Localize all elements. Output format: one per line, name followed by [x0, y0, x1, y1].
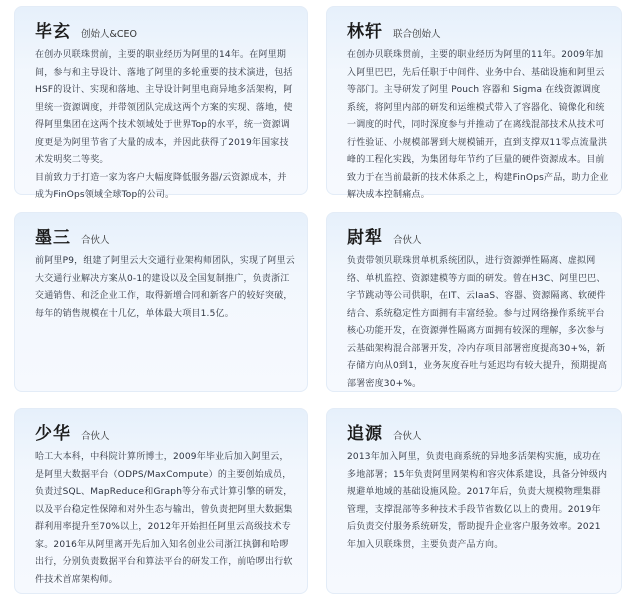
profile-bio	[347, 47, 609, 205]
bio-paragraph: 在创办贝联珠贯前，主要的职业经历为阿里的14年。在阿里期间，参与和主导设计、落地了阿里的多轮重要的技术演进，包括HSF的设计、实现和落地、主导设计阿里电商异地多活架构，阿里统一资源调度，并带领团队完成这两个方案的实现、落地，使得阿里集团在这两个技术领域处于世界Top的水平，统一资源调度更是为阿里节省了大量的成本，并因此获得了2019年国家技术发明奖二等奖。	[35, 50, 293, 165]
profile-name: 林轩	[347, 22, 383, 42]
profile-name: 墨三	[35, 228, 71, 248]
profile-role: 合伙人	[81, 431, 110, 442]
profile-name: 毕玄	[35, 22, 71, 42]
bio-paragraph: 2013年加入阿里，负责电商系统的异地多活架构实施，成功在多地部署；15年负责阿里网架构和容灾体系建设，具备分钟级内规避单地域的基础设施风险。2017年后，负责大规模物理集群管理，支撑混部等多种技术手段节省数亿以上的费用。2019年后负责交付服务系统研发，帮助提升企业客户服务效率。2021年加入贝联珠贯，主要负责产品方向。	[347, 452, 608, 550]
profile-role: 合伙人	[393, 235, 422, 246]
profile-role: 创始人&CEO	[81, 29, 138, 40]
profile-bio	[35, 449, 295, 589]
profile-card-bixuan	[14, 6, 308, 200]
bio-paragraph: 前阿里P9，组建了阿里云大交通行业架构师团队，实现了阿里云大交通行业解决方案从0-1的建设以及全国复制推广，负责浙江交通销售、和泛企业工作，取得新增合同和新客户的较好突破，每年的销售规模在十几亿，单体最大项目1.5亿。	[35, 256, 295, 319]
profile-role: 联合创始人	[393, 29, 441, 40]
profile-bio	[347, 449, 609, 554]
profile-card-weili	[326, 212, 622, 392]
profile-card-mosan	[14, 212, 308, 392]
bio-paragraph: 在创办贝联珠贯前，主要的职业经历为阿里的11年。2009年加入阿里巴巴，先后任职于中间件、业务中台、基础设施和阿里云等部门。主导研发了阿里 Pouch 容器和 Sigma 在线资源调度系统，将阿里内部的研发和运维模式带入了容器化、镜像化和统一调度的时代，同时深度参与并推动了在离线混部技术从技术可行性验证、小规模部署到大规模铺开，直到支撑双11零点流量洪峰的工程化实践，为集团每年节约了巨量的硬件资源成本。目前致力于在当前最新的技术体系之上，构建FinOps产品，助力企业解决成本控制痛点。	[347, 50, 609, 200]
profile-name: 少华	[35, 424, 71, 444]
profile-name: 尉犁	[347, 228, 383, 248]
profile-header	[35, 419, 295, 444]
profile-card-shaohua	[14, 408, 308, 594]
profile-role: 合伙人	[393, 431, 422, 442]
profile-header	[347, 17, 609, 42]
profile-header	[347, 223, 609, 248]
bio-paragraph: 负责带领贝联珠贯单机系统团队，进行资源弹性隔离、虚拟网络、单机监控、资源建模等方面的研发。曾在H3C、阿里巴巴、字节跳动等公司供职，在IT、云IaaS、容器、资源隔离、软硬件结合、系统稳定性方面拥有丰富经验。参与过网络操作系统平台核心功能开发，在资源弹性隔离方面拥有较深的理解，多次参与云基础架构混合部署开发，冷内存项目部署密度提高30+%，新存储方向从0到1，业务灰度吞吐与延迟均有较大提升，预期提高部署密度30+%。	[347, 256, 608, 389]
profile-header	[347, 419, 609, 444]
profile-bio	[347, 253, 609, 393]
profile-bio	[35, 253, 295, 323]
profile-card-linxuan	[326, 6, 622, 200]
bio-paragraph: 目前致力于打造一家为客户大幅度降低服务器/云资源成本，并成为FinOps领域全球Top的公司。	[35, 172, 287, 200]
profile-card-zhuiyuan	[326, 408, 622, 594]
profile-header	[35, 223, 295, 248]
profile-name: 追源	[347, 424, 383, 444]
profile-bio	[35, 47, 295, 205]
profile-role: 合伙人	[81, 235, 110, 246]
profile-header	[35, 17, 295, 42]
bio-paragraph: 哈工大本科，中科院计算所博士，2009年毕业后加入阿里云，是阿里大数据平台（ODPS/MaxCompute）的主要创始成员，负责过SQL、MapReduce和Graph等分布式计算引擎的研发，以及平台稳定性保障和对外生态与输出，曾负责把阿里大数据集群利用率提升至70%以上，2012年开始担任阿里云高级技术专家。2016年从阿里离开先后加入知名创业公司浙江执御和哈啰出行，分别负责数据平台和算法平台的研发工作，前哈啰出行软件技术首席架构师。	[35, 452, 293, 585]
